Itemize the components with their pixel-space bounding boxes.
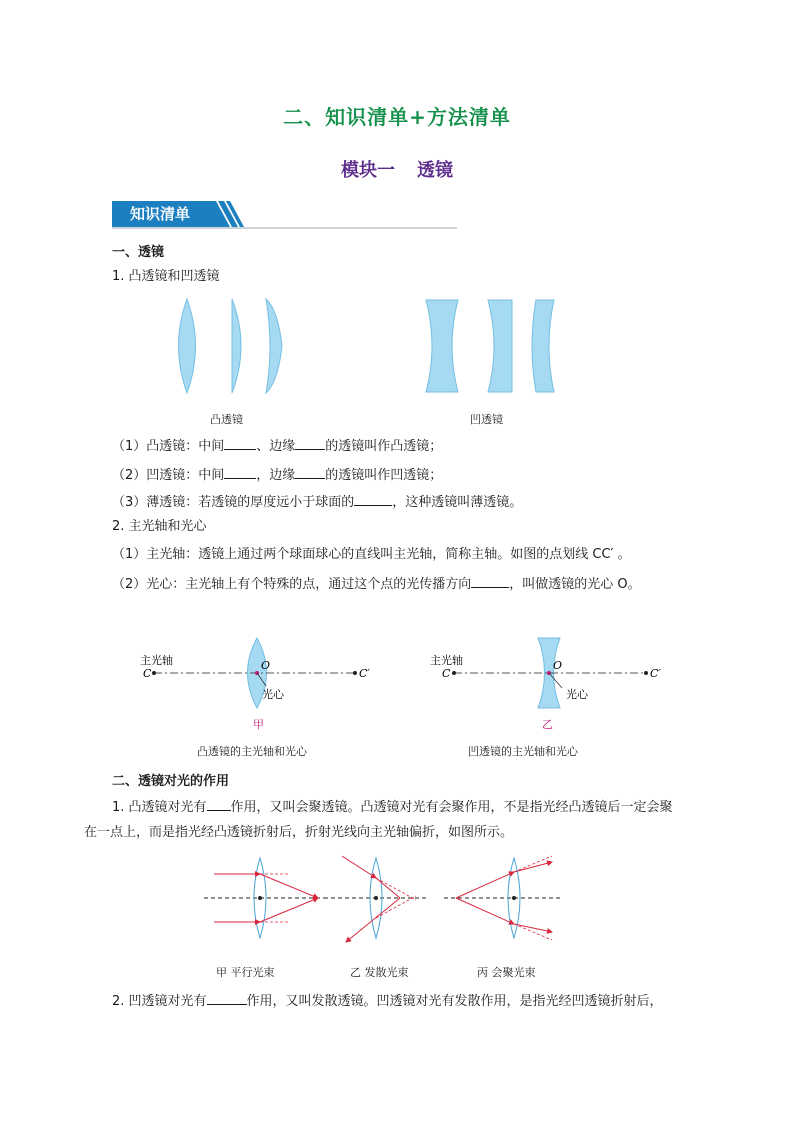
thin-lens-definition: （3）薄透镜：若透镜的厚度远小于球面的 ，这种透镜叫薄透镜。 xyxy=(112,492,522,512)
axis-label-left: 主光轴 xyxy=(140,654,173,667)
mark-jia: 甲 xyxy=(253,718,264,730)
convex-caption: 凸透镜 xyxy=(210,413,243,426)
convex-lenses-figure xyxy=(170,296,300,396)
o-label-2: O xyxy=(553,659,563,672)
convex-effect-line2: 在一点上，而是指光经凸透镜折射后，折射光线向主光轴偏折，如图所示。 xyxy=(84,825,514,840)
center-label: 光心 xyxy=(262,688,284,701)
principal-axis-definition: （1）主光轴：透镜上通过两个球面球心的直线叫主光轴，简称主轴。如图的点划线 CC′ 。 xyxy=(112,547,631,562)
banner-label: 知识清单 xyxy=(130,205,191,223)
convex-effect-line1: 1. 凸透镜对光有 作用，又叫会聚透镜。凸透镜对光有会聚作用，不是指光经凸透镜后一定会聚 xyxy=(112,797,673,817)
mark-yi: 乙 xyxy=(542,718,553,730)
optical-center-definition: （2）光心：主光轴上有个特殊的点，通过这个点的光传播方向 ，叫做透镜的光心 O。 xyxy=(112,574,641,594)
c-left-label: C xyxy=(143,667,152,680)
c-right-label: C′ xyxy=(359,667,370,680)
section-heading-effect: 二、透镜对光的作用 xyxy=(112,774,230,789)
caption-diverging-beam: 乙 发散光束 xyxy=(350,966,409,979)
convex-definition: （1）凸透镜：中间 、边缘 的透镜叫作凸透镜； xyxy=(112,436,442,456)
diverging-beam-diagram xyxy=(324,856,428,942)
parallel-beam-diagram xyxy=(204,858,328,938)
center-label-2: 光心 xyxy=(566,688,588,701)
concave-lenses-figure xyxy=(420,298,560,396)
subheading-axis-center: 2. 主光轴和光心 xyxy=(112,519,207,534)
o-label: O xyxy=(261,659,271,672)
concave-axis-figure xyxy=(420,630,670,730)
caption-converging-beam: 丙 会聚光束 xyxy=(477,966,536,979)
concave-definition: （2）凹透镜：中间 ，边缘 的透镜叫作凹透镜； xyxy=(112,465,442,485)
c-right-label-2: C′ xyxy=(650,667,661,680)
concave-effect-line1: 2. 凹透镜对光有 作用，又叫发散透镜。凹透镜对光有发散作用，是指光经凹透镜折射后， xyxy=(112,991,663,1011)
concave-caption: 凹透镜 xyxy=(470,413,503,426)
caption-parallel-beam: 甲 平行光束 xyxy=(216,966,275,979)
beam-figures xyxy=(200,850,570,950)
module-name: 透镜 xyxy=(417,160,453,181)
page-title: 二、知识清单+方法清单 xyxy=(283,105,511,129)
subheading-convex-concave: 1. 凸透镜和凹透镜 xyxy=(112,269,220,284)
section-heading-lens: 一、透镜 xyxy=(112,245,165,260)
concave-axis-caption: 凹透镜的主光轴和光心 xyxy=(468,745,578,758)
convex-axis-figure xyxy=(130,630,380,730)
module-heading xyxy=(0,156,794,182)
convex-axis-caption: 凸透镜的主光轴和光心 xyxy=(197,745,307,758)
module-prefix: 模块一 xyxy=(341,160,395,181)
axis-label-right: 主光轴 xyxy=(430,654,463,667)
c-left-label-2: C xyxy=(442,667,451,680)
converging-beam-diagram xyxy=(444,856,562,940)
